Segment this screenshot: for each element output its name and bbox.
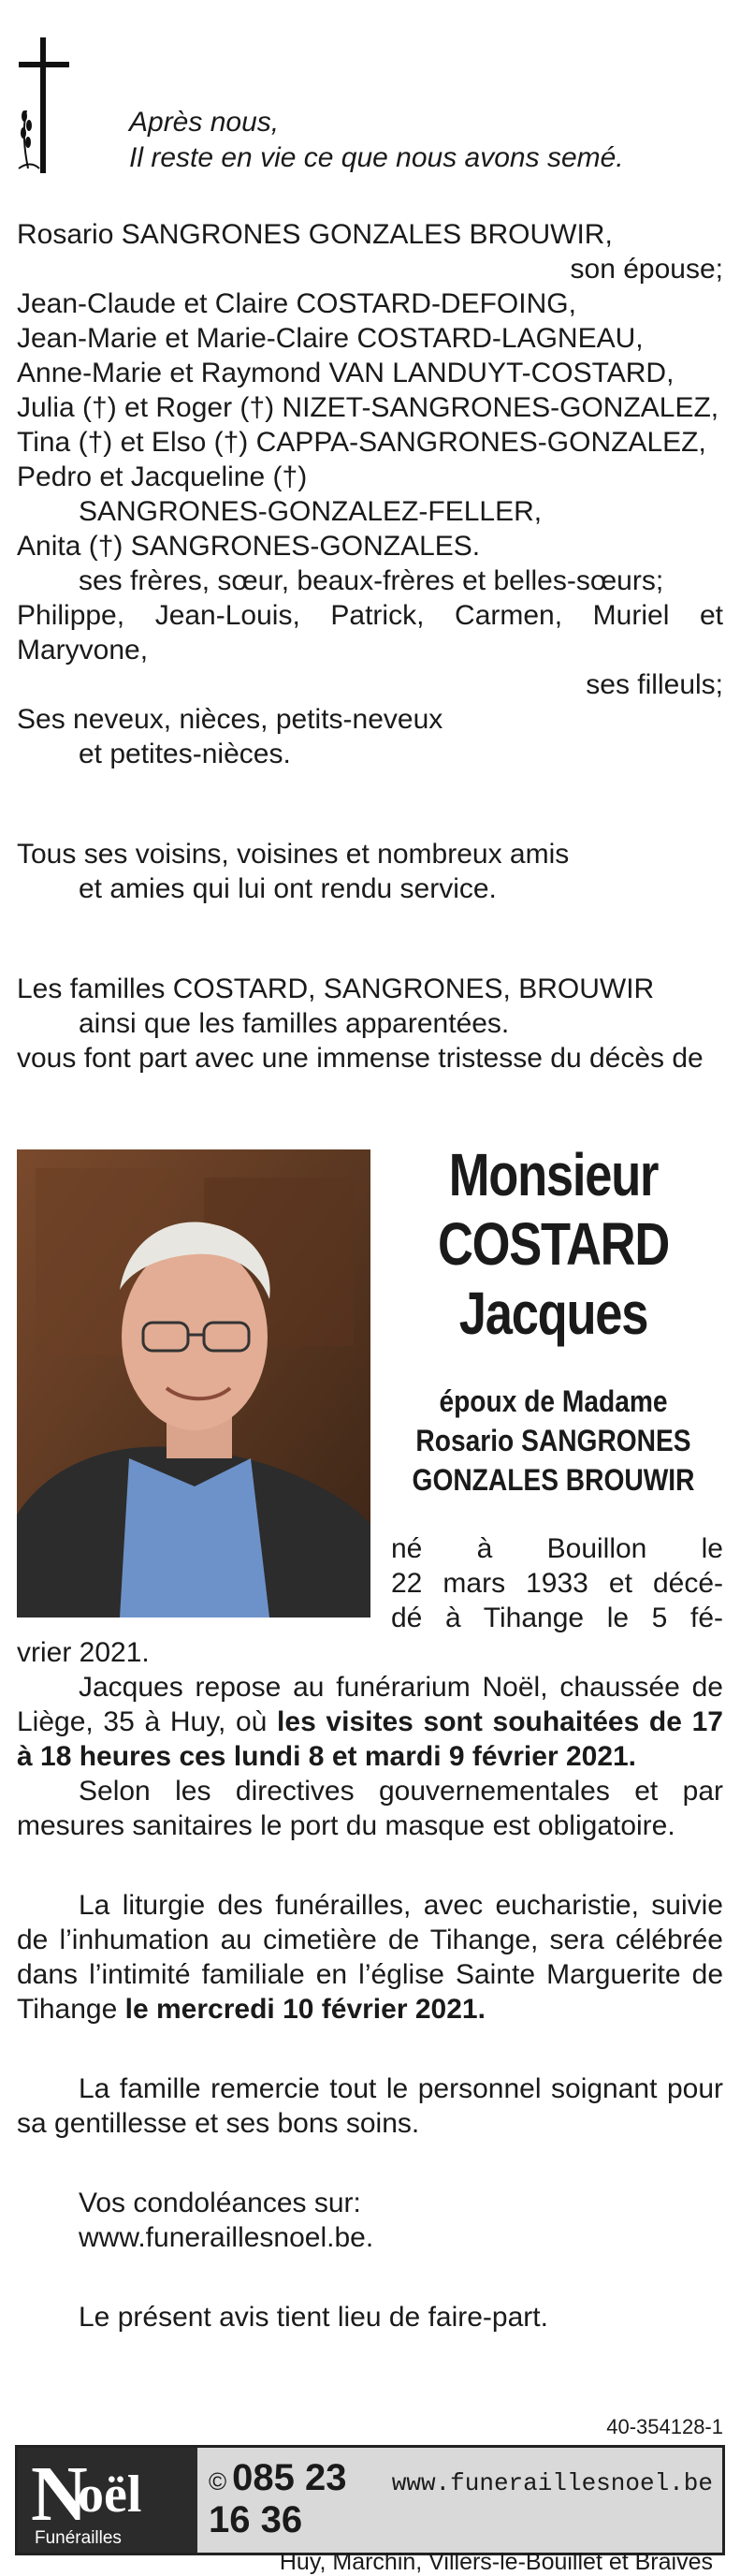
portrait-photo (17, 1149, 370, 1617)
sibling-line: Anita (†) SANGRONES-GONZALES. (17, 531, 481, 562)
logo-text: oël (78, 2466, 142, 2524)
visitation-text: Jacques repose au funérarium Noël, chaussée de Liège, 35 à Huy, où (17, 1672, 723, 1737)
visitation-paragraph (17, 1670, 723, 1774)
nephews-line: et petites-nièces. (79, 739, 291, 769)
contact-info (197, 2448, 722, 2575)
condolences-label: Vos condoléances sur: (79, 2188, 361, 2218)
sibling-line: Jean-Claude et Claire COSTARD-DEFOING, (17, 288, 576, 319)
spouse-of-line: GONZALES BROUWIR (412, 1463, 695, 1497)
spouse-name: Rosario SANGRONES GONZALES BROUWIR, (17, 219, 613, 250)
deceased-surname: COSTARD (438, 1210, 669, 1278)
born-line: né à Bouillon le (391, 1533, 723, 1564)
liturgy-text: La liturgie des funérailles, avec eucharistie, suivie de l’inhumation au cimetière de Tihange, sera célébrée dans l’intimité familiale en l’église Sainte Marguerite de Tihange (17, 1890, 723, 2025)
funeral-home-banner (15, 2445, 725, 2575)
mask-paragraph: Selon les directives gouvernementales et par mesures sanitaires le port du masque est obligatoire. (17, 1776, 723, 1841)
condolences-url[interactable]: www.funeraillesnoel.be. (79, 2222, 374, 2253)
quote-line: Il reste en vie ce que nous avons semé. (129, 142, 624, 173)
godchildren: Philippe, Jean-Louis, Patrick, Carmen, Muriel et Maryvone, (17, 600, 723, 666)
logo-subtitle: Funérailles (35, 2528, 122, 2548)
logo-letter: N (31, 2451, 88, 2538)
families-line: Les familles COSTARD, SANGRONES, BROUWIR (17, 973, 655, 1004)
sibling-line: Anne-Marie et Raymond VAN LANDUYT-COSTARD, (17, 358, 675, 388)
website-link[interactable]: www.funeraillesnoel.be (391, 2469, 713, 2497)
deceased-name-block (384, 1140, 723, 1500)
quote-line: Après nous, (129, 107, 280, 138)
notice-line: Le présent avis tient lieu de faire-part. (79, 2302, 548, 2333)
sibling-line: Tina (†) et Elso (†) CAPPA-SANGRONES-GONZALEZ, (17, 427, 706, 458)
born-line: vrier 2021. (17, 1637, 150, 1668)
family-list (17, 217, 723, 1076)
liturgy-date: le mercredi 10 février 2021. (124, 1994, 486, 2025)
neighbors-line: Tous ses voisins, voisines et nombreux amis (17, 839, 570, 870)
born-line: 22 mars 1933 et décé- (391, 1568, 723, 1599)
deceased-firstname: Jacques (458, 1280, 648, 1347)
thanks-paragraph: La famille remercie tout le personnel soignant pour sa gentillesse et ses bons soins. (17, 2073, 723, 2139)
liturgy-paragraph (17, 1888, 723, 2027)
spouse-of-line: Rosario SANGRONES (415, 1424, 691, 1457)
families-line: ainsi que les familles apparentées. (79, 1008, 510, 1039)
born-line: dé à Tihange le 5 fé- (391, 1603, 723, 1633)
siblings-role: ses frères, sœur, beaux-frères et belles-sœurs; (79, 565, 664, 596)
birth-death-info (391, 1531, 723, 1635)
obituary-body (17, 1635, 723, 2334)
deceased-title: Monsieur (448, 1141, 659, 1208)
godchildren-role: ses filleuls; (586, 669, 723, 700)
spouse-role: son épouse; (570, 254, 723, 285)
phone-number[interactable] (209, 2457, 392, 2541)
nephews-line: Ses neveux, nièces, petits-neveux (17, 704, 443, 735)
visitation-hours: les visites sont souhaitées de 17 à 18 heures ces lundi 8 et mardi 9 février 2021. (17, 1706, 723, 1772)
announcement: vous font part avec une immense tristesse du décès de (17, 1043, 704, 1074)
phone-icon: © (209, 2467, 227, 2496)
reference-number: 40-354128-1 (606, 2415, 723, 2438)
sibling-line: Jean-Marie et Marie-Claire COSTARD-LAGNEAU, (17, 323, 644, 354)
neighbors-line: et amies qui lui ont rendu service. (79, 873, 497, 904)
noel-logo (18, 2448, 197, 2553)
cross-with-wheat-icon (15, 37, 73, 173)
sibling-line: Julia (†) et Roger (†) NIZET-SANGRONES-GONZALEZ, (17, 392, 719, 423)
sibling-line-cont: SANGRONES-GONZALEZ-FELLER, (79, 496, 543, 527)
epitaph-quote (129, 105, 624, 176)
phone-value: 085 23 16 36 (209, 2457, 347, 2540)
spouse-of (404, 1382, 703, 1500)
locations: Huy, Marchin, Villers-le-Bouillet et Braives (279, 2549, 713, 2575)
sibling-line: Pedro et Jacqueline (†) (17, 461, 308, 492)
spouse-of-line: époux de Madame (439, 1384, 668, 1418)
